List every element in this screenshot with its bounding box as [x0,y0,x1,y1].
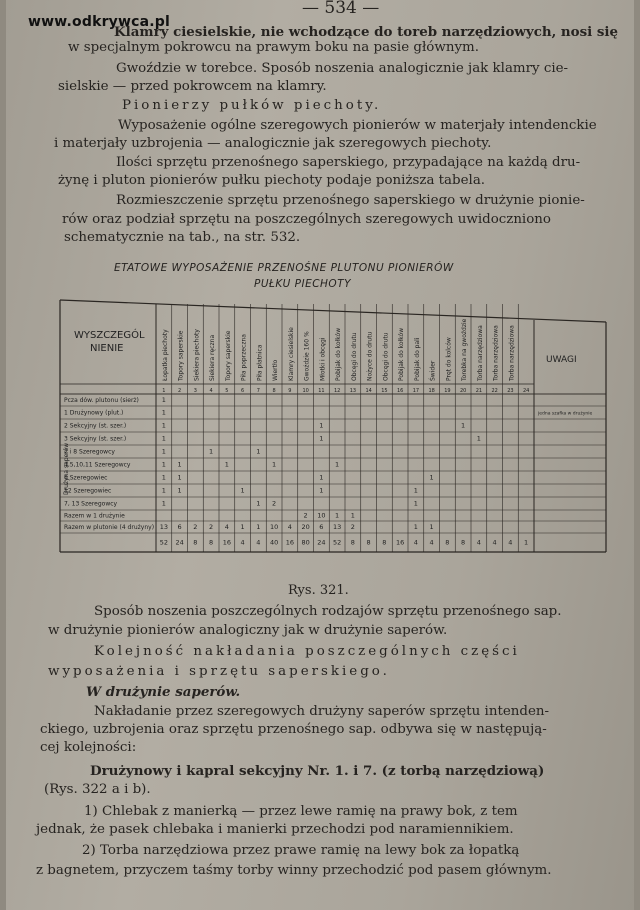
table-cell: 1 [161,486,166,495]
text-line: cej kolejności: [40,740,137,755]
column-number: 9 [288,388,292,394]
column-number: 16 [396,388,404,394]
table-cell: 24 [175,538,184,547]
text-line: ckiego, uzbrojenia oraz sprzętu przenośnego sap. odbywa się w następują- [40,722,547,737]
table-subtitle: PUŁKU PIECHOTY [254,278,352,290]
table-cell: 1 [161,421,166,430]
table-cell: 13 [332,523,342,531]
table-cell: 1 [350,511,355,520]
table-cell: 16 [222,538,232,547]
section-heading: Pionierzy pułków piechoty. [122,98,382,113]
header-right-label: UWAGI [546,355,577,365]
text-line: w specjalnym pokrowcu na prawym boku na pasie głównym. [68,40,479,55]
column-header: Torebka na gwoździe [461,318,469,381]
column-number: 17 [412,388,420,394]
header-left-label: NIENIE [90,343,124,354]
table-cell: 1 [319,421,324,430]
row-label: 2 i 8 Szeregowcy [64,448,115,456]
table-cell: 1 [272,460,277,469]
table-cell: 10 [317,511,326,520]
column-header: Piła poprzeczna [240,334,248,381]
table-cell: 1 [240,486,245,495]
column-number: 13 [349,388,357,394]
column-number: 18 [428,388,435,394]
table-cell: 13 [159,523,169,531]
table-cell: 1 [256,499,261,508]
header-left-label: WYSZCZEGÓL [74,330,145,341]
row-label: Razem w plutonie (4 drużyny) [64,524,155,531]
text-line: (Rys. 322 a i b). [44,782,151,797]
table-cell: 1 [224,460,229,469]
column-number: 4 [209,388,213,394]
column-number: 23 [507,388,514,394]
table-cell: 1 [461,421,466,430]
column-number: 7 [256,388,260,394]
row-label: 1 Drużynowy (plut.) [64,409,124,417]
table-cell: 1 [161,460,166,469]
table-cell: 1 [413,499,418,508]
table-cell: 1 [319,434,324,443]
column-header: Obcęgi do drutu [382,332,390,381]
subsection-heading: W drużynie saperów. [86,684,241,700]
text-line: jednak, że pasek chlebaka i manierki przechodzi pod naramiennikiem. [36,822,514,837]
column-number: 19 [444,388,451,394]
table-cell: 4 [240,538,245,547]
row-label: Pcza dów. plutonu (sierż) [64,397,139,404]
table-rule [60,300,606,322]
column-number: 2 [178,388,182,394]
table-cell: 2 [303,511,308,520]
text-line: 1) Chlebak z manierką — przez lewe ramię na prawy bok, z tem [84,804,518,819]
text-line: Gwoździe w torebce. Sposób noszenia analogicznie jak klamry cie- [116,61,569,76]
text-line: Ilości sprzętu przenośnego saperskiego, przypadające na każdą dru- [116,155,581,170]
table-cell: 1 [335,460,340,469]
text-line: Drużynowy i kapral sekcyjny Nr. 1. i 7. (z torbą narzędziową) [90,763,545,779]
column-header: Torba narzędziowa [476,325,484,381]
table-title: ETATOWE WYPOSAŻENIE PRZENOŚNE PLUTONU PIONIERÓW [114,262,454,274]
column-header: Świder [429,360,437,381]
column-header: Obcęgi do drutu [350,332,358,381]
table-cell: 1 [476,434,481,443]
table-cell: 8 [382,538,387,547]
column-number: 22 [491,388,498,394]
table-cell: 52 [159,538,169,547]
table-cell: 80 [301,538,310,547]
column-header: Topory saperskie [177,330,185,381]
row-label: Razem w 1 drużynie [64,512,125,520]
table-cell: 8 [366,538,371,547]
column-number: 24 [522,388,530,394]
table-cell: 1 [413,486,418,495]
text-line: i materjały uzbrojenia — analogicznie jak szeregowych piechoty. [54,136,492,151]
column-header: Nożyce do drutu [366,331,374,381]
table-cell: 2 [193,523,198,531]
text-line: 2) Torba narzędziowa przez prawe ramię na lewy bok za łopatką [82,843,520,858]
table-cell: 4 [224,523,229,531]
column-header: Piła płatnica [256,344,264,381]
row-label: 7, 13 Szeregowcy [64,500,118,508]
row-label: 6 Szeregowiec [64,474,108,482]
column-header: Łopatka piechoty [161,329,169,381]
text-line: Sposób noszenia poszczególnych rodzajów sprzętu przenośnego sap. [94,604,562,619]
table-cell: 4 [492,538,497,547]
table-cell: 8 [350,538,355,547]
column-header: Gwoździe 160 % [303,331,311,381]
table-cell: 8 [209,538,214,547]
text-line: sielskie — przed pokrowcem na klamry. [58,79,327,94]
table-cell: 1 [161,408,166,417]
column-header: Siekiera piechoty [193,329,201,381]
column-header: Torba narzędziowa [492,325,500,381]
table-cell: 1 [319,473,324,482]
equipment-table [6,280,634,580]
column-number: 8 [272,388,276,394]
column-number: 3 [193,388,197,394]
column-header: Siekiera ręczna [209,334,217,381]
table-cell: 8 [193,538,198,547]
watermark: www.odkrywca.pl [28,14,171,30]
section-heading: wyposażenia i sprzętu saperskiego. [48,664,390,679]
column-number: 14 [365,388,372,394]
table-cell: 52 [332,538,342,547]
page-number: — 534 — [302,0,380,18]
text-line: w drużynie pionierów analogiczny jak w drużynie saperów. [48,623,448,638]
column-header: Pobijak do pali [413,337,421,381]
table-cell: 1 [161,473,166,482]
table-cell: 4 [476,538,481,547]
text-line: Nakładanie przez szeregowych drużyny saperów sprzętu intenden- [94,704,550,719]
side-label: Drużyna saperów [63,442,70,495]
column-header: Młotki i obcęgi [319,337,327,381]
table-cell: 10 [269,523,279,531]
column-number: 11 [318,388,325,394]
table-cell: 16 [285,538,295,547]
text-line: z bagnetem, przyczem taśmy torby winny przechodzić pod pasem głównym. [36,863,552,878]
column-header: Klamry ciesielskie [287,327,295,381]
table-cell: 4 [287,523,292,531]
table-cell: 4 [508,538,513,547]
table-cell: 1 [177,486,182,495]
table-cell: 40 [269,538,279,547]
table-cell: 24 [317,538,326,547]
table-cell: 4 [429,538,434,547]
column-number: 6 [241,388,245,394]
table-cell: 1 [177,460,182,469]
row-label: 4,5,10,11 Szeregowcy [64,461,131,469]
table-cell: 8 [445,538,450,547]
column-number: 21 [475,388,483,394]
table-cell: 1 [429,473,434,482]
table-cell: 1 [161,499,166,508]
table-cell: 1 [524,538,529,547]
column-number: 10 [302,388,309,394]
text-line: żynę i pluton pionierów pułku piechoty podaje poniższa tabela. [58,173,486,188]
table-cell: 1 [256,447,261,456]
table-cell: 4 [413,538,418,547]
figure-caption: Rys. 321. [288,583,349,598]
row-label: 2 Sekcyjny (st. szer.) [64,422,127,430]
table-cell: 8 [461,538,466,547]
table-cell: 2 [350,523,355,531]
table-cell: 1 [209,447,214,456]
text-line: Klamry ciesielskie, nie wchodzące do toreb narzędziowych, nosi się [114,24,619,40]
table-cell: 1 [161,396,166,404]
table-cell: 20 [301,523,310,531]
table-cell: 1 [161,434,166,443]
table-cell: 1 [177,473,182,482]
table-cell: 6 [319,523,324,531]
column-number: 12 [333,388,341,394]
table-cell: 1 [256,523,261,531]
column-header: Pobijak do kołków [398,327,406,381]
column-number: 5 [225,388,229,394]
table-cell: 16 [395,538,405,547]
row-label: 3 Sekcyjny (st. szer.) [64,435,127,443]
text-line: schematycznie na tab., na str. 532. [64,230,301,245]
table-cell: 1 [240,523,245,531]
column-number: 1 [162,388,166,394]
table-cell: 1 [335,511,340,520]
table-cell: 4 [256,538,261,547]
column-header: Wiertło [272,359,280,381]
table-cell: 1 [161,447,166,456]
table-cell: 6 [177,523,182,531]
row-label: 12 Szeregowiec [64,487,112,495]
text-line: rów oraz podział sprzętu na poszczególnych szeregowych uwidoczniono [62,212,551,227]
table-cell: 1 [319,486,324,495]
table-cell: 1 [429,523,434,531]
column-header: Pobijak do kołków [335,327,343,381]
scanned-page [6,0,634,910]
column-number: 15 [381,388,388,394]
section-heading: Kolejność nakładania poszczególnych części [94,644,520,659]
column-number: 20 [459,388,467,394]
column-header: Torba narzędziowa [508,325,516,381]
column-header: Topory saperskie [224,330,232,381]
row-note: jedna szafka w drużynie [538,411,593,417]
text-line: Wyposażenie ogólne szeregowych pionierów w materjały intendenckie [118,118,597,133]
column-header: Pręt do kolców [445,337,453,381]
table-cell: 1 [413,523,418,531]
text-line: Rozmieszczenie sprzętu przenośnego saperskiego w drużynie pionie- [116,193,585,208]
table-cell: 2 [209,523,214,531]
table-cell: 2 [272,499,277,508]
